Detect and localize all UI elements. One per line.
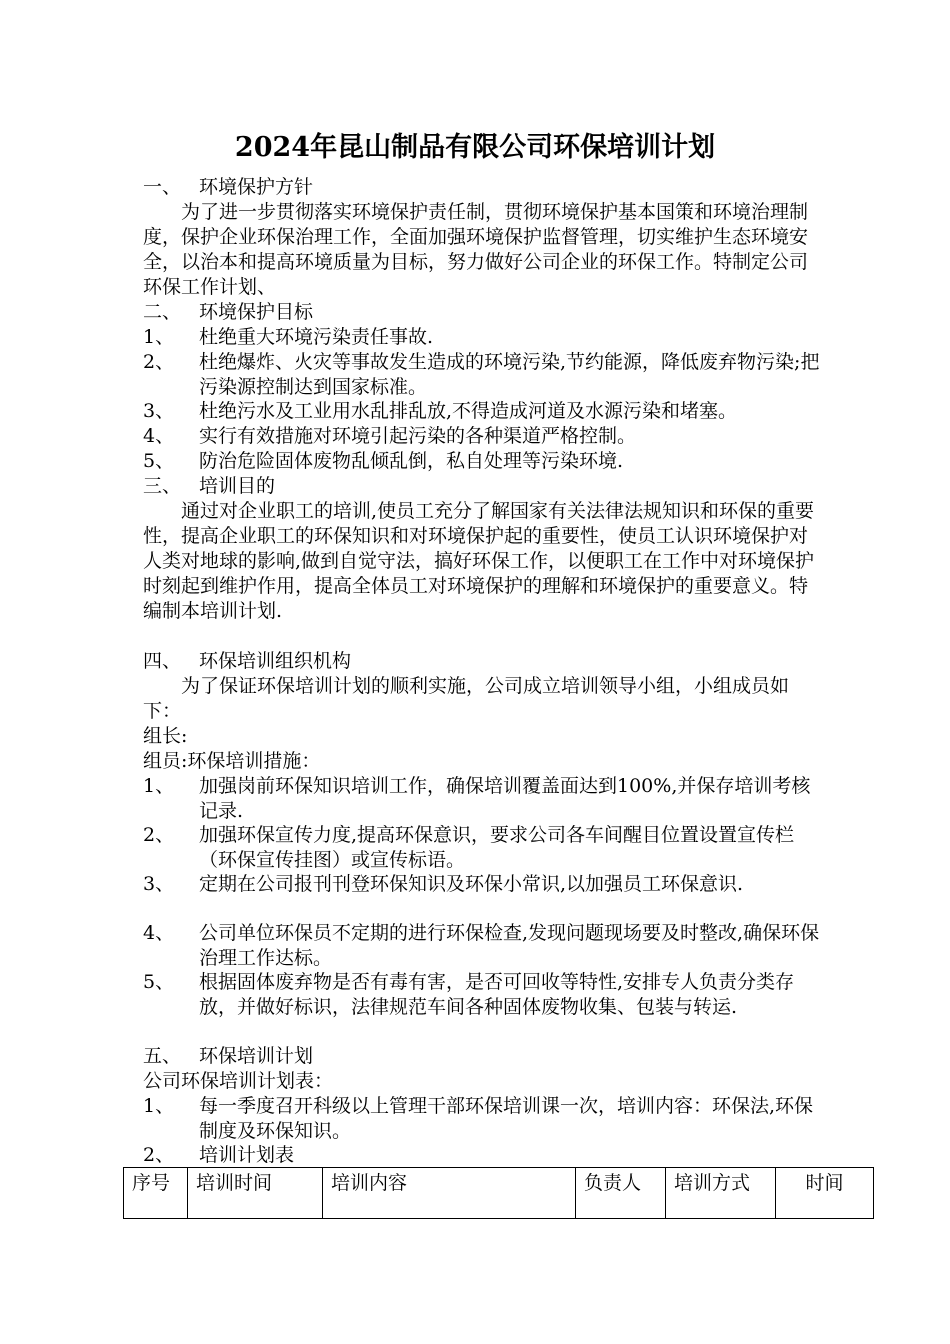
list-item-text: 杜绝爆炸、火灾等事故发生造成的环境污染,节约能源，降低废弃物污染;把污染源控制达到国家标准。 bbox=[199, 351, 820, 398]
list-item-number: 1、 bbox=[143, 1095, 175, 1117]
table-header-cell: 负责人 bbox=[576, 1168, 666, 1219]
document-title: 2024年昆山制品有限公司环保培训计划 bbox=[234, 132, 716, 163]
section-title: 环境保护目标 bbox=[199, 301, 314, 323]
section-title: 环保培训组织机构 bbox=[199, 650, 352, 672]
section-number: 一、 bbox=[143, 176, 182, 198]
list-item-text: 杜绝重大环境污染责任事故. bbox=[199, 326, 434, 348]
table-header-cell: 时间 bbox=[776, 1168, 874, 1219]
list-item bbox=[143, 1094, 829, 1144]
list-item-number: 3、 bbox=[143, 400, 175, 422]
table-header-cell: 培训时间 bbox=[188, 1168, 323, 1219]
table-header-cell: 培训内容 bbox=[323, 1168, 576, 1219]
training-plan-table bbox=[123, 1167, 874, 1219]
list-item-number: 1、 bbox=[143, 326, 175, 348]
section-paragraph-1: 为了进一步贯彻落实环境保护责任制，贯彻环境保护基本国策和环境治理制度，保护企业环保治理工作，全面加强环境保护监督管理，切实维护生态环境安全，以治本和提高环境质量为目标，努力做好公司企业的环保工作。特制定公司环保工作计划、 bbox=[143, 201, 809, 298]
table-header-cell: 培训方式 bbox=[666, 1168, 776, 1219]
list-item-text: 加强岗前环保知识培训工作，确保培训覆盖面达到100%,并保存培训考核记录. bbox=[199, 775, 811, 822]
list-item bbox=[143, 399, 843, 424]
section-number: 二、 bbox=[143, 301, 182, 323]
group-leader-line: 组长: bbox=[143, 725, 188, 747]
list-item bbox=[143, 872, 829, 897]
list-item bbox=[143, 774, 829, 824]
section-title: 环境保护方针 bbox=[199, 176, 314, 198]
section-title: 环保培训计划 bbox=[199, 1045, 314, 1067]
list-item-text: 定期在公司报刊刊登环保知识及环保小常识,以加强员工环保意识. bbox=[199, 873, 744, 895]
list-item-text: 根据固体废弃物是否有毒有害，是否可回收等特性,安排专人负责分类存放，并做好标识，法律规范车间各种固体废物收集、包装与转运. bbox=[199, 971, 795, 1018]
table-header-row bbox=[124, 1168, 874, 1219]
list-item-text: 公司单位环保员不定期的进行环保检查,发现问题现场要及时整改,确保环保治理工作达标。 bbox=[199, 922, 820, 969]
section-paragraph-4: 为了保证环保培训计划的顺利实施，公司成立培训领导小组，小组成员如下： bbox=[143, 675, 790, 722]
section-heading-5 bbox=[143, 1044, 313, 1069]
list-item bbox=[143, 970, 829, 1020]
list-item-text: 杜绝污水及工业用水乱排乱放,不得造成河道及水源污染和堵塞。 bbox=[199, 400, 738, 422]
list-item bbox=[143, 424, 829, 449]
list-item-number: 2、 bbox=[143, 1144, 175, 1166]
list-item bbox=[143, 823, 829, 873]
list-item-number: 1、 bbox=[143, 775, 175, 797]
list-item-number: 4、 bbox=[143, 425, 175, 447]
section-heading-2 bbox=[143, 300, 313, 325]
section-heading-4 bbox=[143, 649, 351, 674]
list-item-number: 2、 bbox=[143, 824, 175, 846]
plan-table-intro: 公司环保培训计划表： bbox=[143, 1070, 334, 1092]
list-item-number: 5、 bbox=[143, 450, 175, 472]
list-item-text: 培训计划表 bbox=[199, 1144, 295, 1166]
section-paragraph-3: 通过对企业职工的培训,使员工充分了解国家有关法律法规知识和环保的重要性，提高企业职工的环保知识和对环境保护起的重要性，使员工认识环境保护对人类对地球的影响,做到自觉守法，搞好环保工作，以便职工在工作中对环境保护时刻起到维护作用，提高全体员工对环境保护的理解和环境保护的重要意义。特编制本培训计划. bbox=[143, 500, 815, 622]
list-item bbox=[143, 1143, 829, 1168]
list-item bbox=[143, 325, 829, 350]
section-heading-3 bbox=[143, 474, 275, 499]
list-item-number: 5、 bbox=[143, 971, 175, 993]
table-header-cell: 序号 bbox=[124, 1168, 188, 1219]
section-number: 三、 bbox=[143, 475, 182, 497]
section-heading-1 bbox=[143, 175, 313, 200]
group-members-line: 组员:环保培训措施： bbox=[143, 750, 321, 772]
list-item-number: 3、 bbox=[143, 873, 175, 895]
section-title: 培训目的 bbox=[199, 475, 276, 497]
section-number: 四、 bbox=[143, 650, 182, 672]
list-item-number: 4、 bbox=[143, 922, 175, 944]
list-item-text: 实行有效措施对环境引起污染的各种渠道严格控制。 bbox=[199, 425, 637, 447]
list-item-text: 每一季度召开科级以上管理干部环保培训课一次，培训内容：环保法,环保制度及环保知识。 bbox=[199, 1095, 814, 1142]
list-item bbox=[143, 350, 829, 400]
list-item-text: 加强环保宣传力度,提高环保意识，要求公司各车间醒目位置设置宣传栏（环保宣传挂图）或宣传标语。 bbox=[199, 824, 795, 871]
list-item bbox=[143, 449, 829, 474]
list-item bbox=[143, 921, 829, 971]
list-item-text: 防治危险固体废物乱倾乱倒，私自处理等污染环境. bbox=[199, 450, 624, 472]
section-number: 五、 bbox=[143, 1045, 182, 1067]
list-item-number: 2、 bbox=[143, 351, 175, 373]
